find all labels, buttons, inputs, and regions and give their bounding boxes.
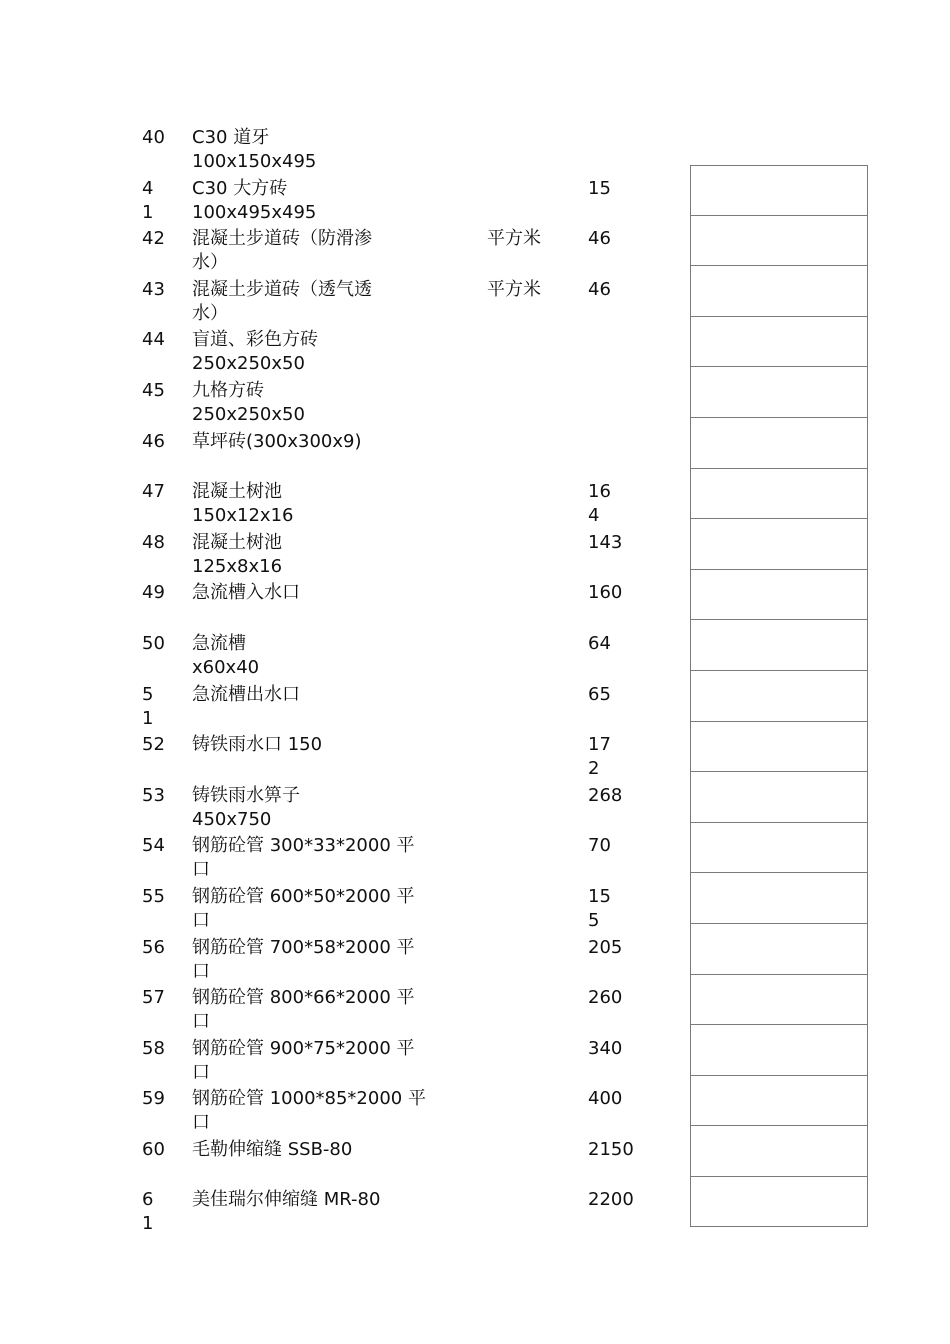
item-price: 205	[588, 936, 623, 958]
empty-cell-box	[690, 519, 868, 570]
row-number: 48	[142, 531, 165, 553]
item-name: C30 道牙 100x150x495	[192, 127, 317, 172]
empty-cell-box	[690, 317, 868, 368]
item-price: 340	[588, 1037, 623, 1059]
row-number: 60	[142, 1138, 165, 1160]
row-number: 57	[142, 987, 165, 1009]
row-number: 40	[142, 127, 165, 148]
item-name: 钢筋砼管 1000*85*2000 平 口	[192, 1088, 426, 1134]
empty-cell-box	[690, 570, 868, 621]
blank-column	[690, 165, 868, 1227]
row-number: 54	[142, 835, 165, 857]
item-price: 46	[588, 228, 611, 250]
item-name: 铸铁雨水箅子 450x750	[192, 784, 300, 830]
item-price: 143	[588, 531, 623, 553]
empty-cell-box	[690, 1025, 868, 1076]
item-unit: 平方米	[487, 228, 541, 250]
row-number: 53	[142, 784, 165, 806]
empty-cell-box	[690, 924, 868, 975]
empty-cell-box	[690, 418, 868, 469]
empty-cell-box	[690, 266, 868, 317]
item-name: 铸铁雨水口 150	[192, 734, 323, 756]
item-name: 混凝土树池 150x12x16	[192, 481, 294, 527]
row-number: 4 1	[142, 177, 154, 223]
item-name: 钢筋砼管 700*58*2000 平 口	[192, 936, 415, 982]
item-name: 混凝土步道砖（透气透 水）	[192, 278, 372, 324]
empty-cell-box	[690, 620, 868, 671]
item-price: 64	[588, 632, 611, 654]
row-number: 44	[142, 329, 165, 351]
item-name: 钢筋砼管 600*50*2000 平 口	[192, 885, 415, 931]
row-number: 47	[142, 481, 165, 503]
item-name: 盲道、彩色方砖 250x250x50	[192, 329, 318, 375]
item-name: C30 大方砖 100x495x495	[192, 177, 317, 223]
item-name: 美佳瑞尔伸缩缝 MR-80	[192, 1189, 381, 1211]
item-name: 急流槽 x60x40	[192, 632, 260, 678]
item-name: 急流槽出水口	[192, 683, 300, 705]
empty-cell-box	[690, 671, 868, 722]
row-number: 50	[142, 632, 165, 654]
item-price: 260	[588, 987, 623, 1009]
empty-cell-box	[690, 1177, 868, 1228]
item-price: 65	[588, 683, 611, 705]
item-price: 17 2	[588, 734, 611, 780]
row-number: 5 1	[142, 683, 154, 729]
item-name: 混凝土树池 125x8x16	[192, 531, 283, 577]
empty-cell-box	[690, 722, 868, 773]
row-number: 58	[142, 1037, 165, 1059]
row-number: 45	[142, 379, 165, 401]
row-number: 52	[142, 734, 165, 756]
item-price: 2150	[588, 1138, 634, 1160]
empty-cell-box	[690, 469, 868, 520]
row-number: 43	[142, 278, 165, 300]
item-price: 400	[588, 1088, 623, 1110]
item-name: 钢筋砼管 900*75*2000 平 口	[192, 1037, 415, 1083]
item-price: 15	[588, 177, 611, 199]
row-number: 6 1	[142, 1189, 154, 1235]
row-number: 55	[142, 885, 165, 907]
item-price: 2200	[588, 1189, 634, 1211]
empty-cell-box	[690, 1076, 868, 1127]
empty-cell-box	[690, 367, 868, 418]
empty-cell-box	[690, 772, 868, 823]
row-number: 59	[142, 1088, 165, 1110]
empty-cell-box	[690, 1126, 868, 1177]
item-name: 钢筋砼管 300*33*2000 平 口	[192, 835, 415, 881]
row-number: 42	[142, 228, 165, 250]
row-number: 46	[142, 430, 165, 452]
empty-cell-box	[690, 873, 868, 924]
item-price: 70	[588, 835, 611, 857]
item-price: 268	[588, 784, 623, 806]
empty-cell-box	[690, 165, 868, 216]
item-name: 九格方砖 250x250x50	[192, 379, 305, 425]
item-name: 钢筋砼管 800*66*2000 平 口	[192, 987, 415, 1033]
item-name: 毛勒伸缩缝 SSB-80	[192, 1138, 353, 1160]
item-price: 16 4	[588, 481, 611, 527]
item-name: 混凝土步道砖（防滑渗 水）	[192, 228, 372, 274]
empty-cell-box	[690, 216, 868, 267]
item-price: 160	[588, 582, 623, 604]
item-name: 草坪砖(300x300x9)	[192, 430, 362, 452]
row-number: 56	[142, 936, 165, 958]
item-name: 急流槽入水口	[192, 582, 300, 604]
empty-cell-box	[690, 823, 868, 874]
empty-cell-box	[690, 975, 868, 1026]
row-number: 49	[142, 582, 165, 604]
item-price: 46	[588, 278, 611, 300]
item-price: 15 5	[588, 885, 611, 931]
item-unit: 平方米	[487, 278, 541, 300]
